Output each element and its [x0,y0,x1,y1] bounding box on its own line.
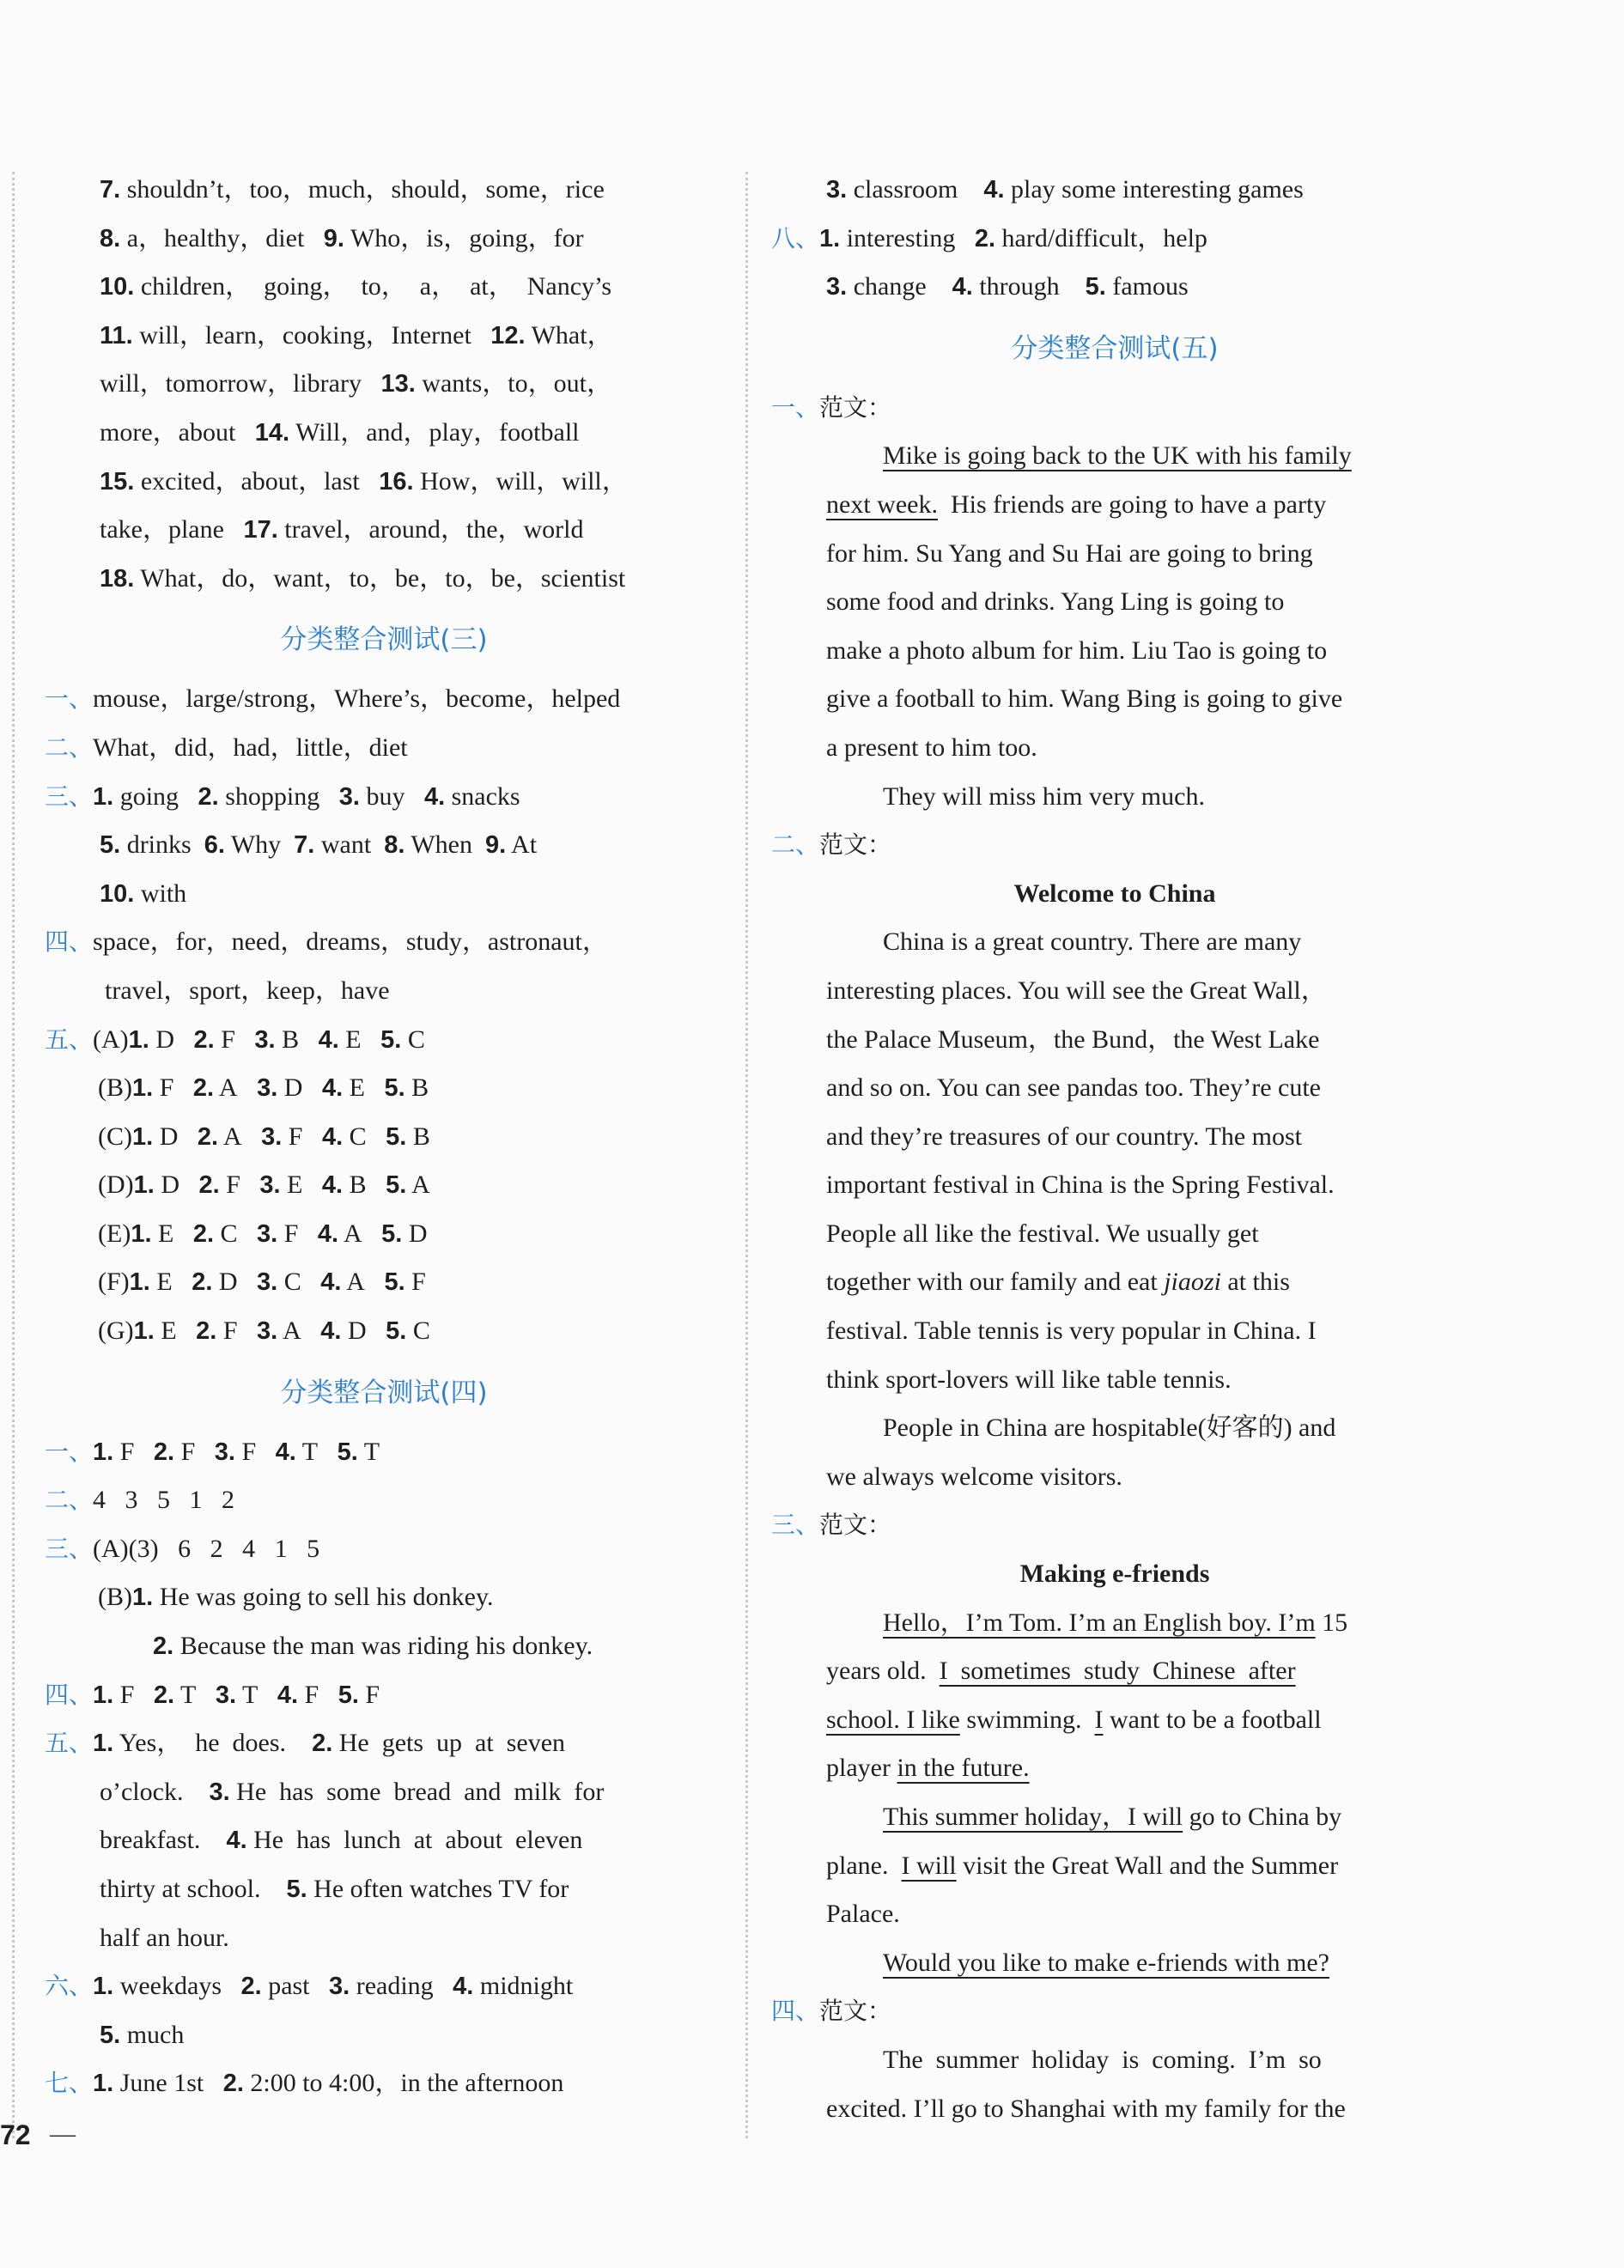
essay-line: festival. Table tennis is very popular in China. I [826,1316,1317,1346]
essay-line: years old. I sometimes study Chinese after [826,1657,1296,1686]
essay-title: Welcome to China [1013,879,1216,908]
section-heading-test-3: 分类整合测试(三) [280,624,488,656]
answer-line: 三、1. going 2. shopping 3. buy 4. snacks [45,781,520,811]
answer-line: 5. drinks 6. Why 7. want 8. When 9. At [100,830,538,860]
answer-line: 七、1. June 1st 2. 2:00 to 4:00，in the afternoon [45,2069,564,2098]
left-margin-divider [12,172,15,2138]
essay-line: They will miss him very much. [883,781,1205,811]
answer-line: 5. much [100,2020,185,2049]
answer-line: (B)1. He was going to sell his donkey. [98,1583,494,1612]
answer-line: o’clock. 3. He has some bread and milk for [100,1777,605,1806]
answer-line: 六、1. weekdays 2. past 3. reading 4. midnight [45,1972,574,2001]
essay-line: the Palace Museum，the Bund，the West Lake [826,1025,1320,1054]
essay-line: school. I like swimming. I want to be a football [826,1705,1322,1734]
section-heading-test-5: 分类整合测试(五) [1011,332,1219,364]
matching-row: (G)1. E 2. F 3. A 4. D 5. C [98,1316,430,1346]
essay-line: and they’re treasures of our country. The most [826,1122,1302,1151]
answer-line: take，plane 17. travel，around，the，world [100,515,584,544]
answer-line: 18. What，do，want，to，be，to，be，scientist [100,563,626,593]
answer-line: 四、space，for，need，dreams，study，astronaut， [45,927,608,957]
essay-line: Mike is going back to the UK with his family [883,441,1352,471]
essay-line: player in the future. [826,1754,1030,1783]
essay-label: 四、范文： [771,1997,892,2026]
answer-line: half an hour. [100,1923,229,1952]
left-column [45,166,723,2108]
answer-line: 11. will，learn，cooking，Internet 12. What， [100,320,613,350]
essay-line: China is a great country. There are many [883,927,1302,957]
answer-line: 7. shouldn’t，too，much，should，some，rice [100,175,605,204]
answer-line: will，tomorrow，library 13. wants，to，out， [100,369,612,398]
essay-line: give a football to him. Wang Bing is going to give [826,684,1343,714]
answer-line: 8. a，healthy，diet 9. Who，is，going，for [100,223,584,252]
answer-line: 二、What，did，had，little，diet [45,733,408,762]
column-divider [745,172,748,2138]
essay-line: some food and drinks. Yang Ling is going to [826,587,1285,617]
essay-line: excited. I’ll go to Shanghai with my family for the [826,2094,1346,2123]
right-column [771,166,1458,2133]
answer-line: 一、mouse，large/strong，Where’s，become，helped [45,684,621,714]
essay-title: Making e-friends [1019,1560,1210,1589]
essay-line: Would you like to make e-friends with me? [883,1948,1329,1977]
answer-line: 3. classroom 4. play some interesting games [826,175,1304,204]
answer-line: 四、1. F 2. T 3. T 4. F 5. F [45,1680,380,1709]
essay-line: think sport-lovers will like table tennis. [826,1365,1232,1394]
matching-row: (E)1. E 2. C 3. F 4. A 5. D [98,1219,428,1248]
answer-line: 五、1. Yes， he does. 2. He gets up at seven [45,1729,566,1758]
matching-row: (D)1. D 2. F 3. E 4. B 5. A [98,1170,430,1200]
matching-row: (F)1. E 2. D 3. C 4. A 5. F [98,1268,426,1297]
answer-line: 三、(A)(3) 6 2 4 1 5 [45,1534,320,1563]
essay-line: People all like the festival. We usually get [826,1219,1259,1248]
answer-line: more，about 14. Will，and，play，football [100,417,580,447]
essay-line: together with our family and eat jiaozi at this [826,1268,1290,1297]
essay-line: This summer holiday，I will go to China by [883,1803,1342,1831]
section-heading-test-4: 分类整合测试(四) [280,1377,488,1408]
matching-row: (B)1. F 2. A 3. D 4. E 5. B [98,1073,429,1103]
answer-line: thirty at school. 5. He often watches TV for [100,1875,569,1903]
essay-line: Hello，I’m Tom. I’m an English boy. I’m 15 [883,1608,1348,1637]
essay-line: make a photo album for him. Liu Tao is going to [826,635,1328,665]
page-number: 72 [0,2119,31,2150]
answer-line: 2. Because the man was riding his donkey. [153,1632,593,1661]
essay-label: 一、范文： [771,392,892,422]
answer-line: 八、1. interesting 2. hard/difficult，help [771,223,1207,252]
answer-line: breakfast. 4. He has lunch at about eleven [100,1826,583,1855]
essay-line: and so on. You can see pandas too. They’re cute [826,1073,1321,1103]
essay-line: People in China are hospitable(好客的) and [883,1414,1336,1443]
essay-label: 三、范文： [771,1511,892,1540]
answer-line: 15. excited，about，last 16. How，will，will， [100,466,628,496]
answer-line: 一、1. F 2. F 3. F 4. T 5. T [45,1437,380,1466]
essay-line: for him. Su Yang and Su Hai are going to bring [826,538,1313,568]
essay-line: interesting places. You will see the Great Wall， [826,976,1327,1005]
matching-row: (C)1. D 2. A 3. F 4. C 5. B [98,1122,430,1151]
answer-line: 3. change 4. through 5. famous [826,272,1189,301]
essay-line: we always welcome visitors. [826,1462,1122,1491]
essay-line: plane. I will visit the Great Wall and the Summer [826,1851,1339,1880]
essay-line: important festival in China is the Spring Festival. [826,1170,1335,1200]
answer-line: 二、4 3 5 1 2 [45,1486,235,1515]
essay-line: Palace. [826,1900,900,1929]
page-number-dash: — [50,2119,76,2148]
answer-line: 10. children， going， to， a， at， Nancy’s [100,272,612,301]
essay-line: next week. His friends are going to have a party [826,489,1327,519]
answer-line: travel，sport，keep，have [105,976,390,1005]
essay-line: a present to him too. [826,733,1037,762]
essay-line: The summer holiday is coming. I’m so [883,2045,1322,2074]
essay-label: 二、范文： [771,830,892,860]
matching-row: 五、(A)1. D 2. F 3. B 4. E 5. C [45,1025,425,1054]
answer-line: 10. with [100,879,187,908]
